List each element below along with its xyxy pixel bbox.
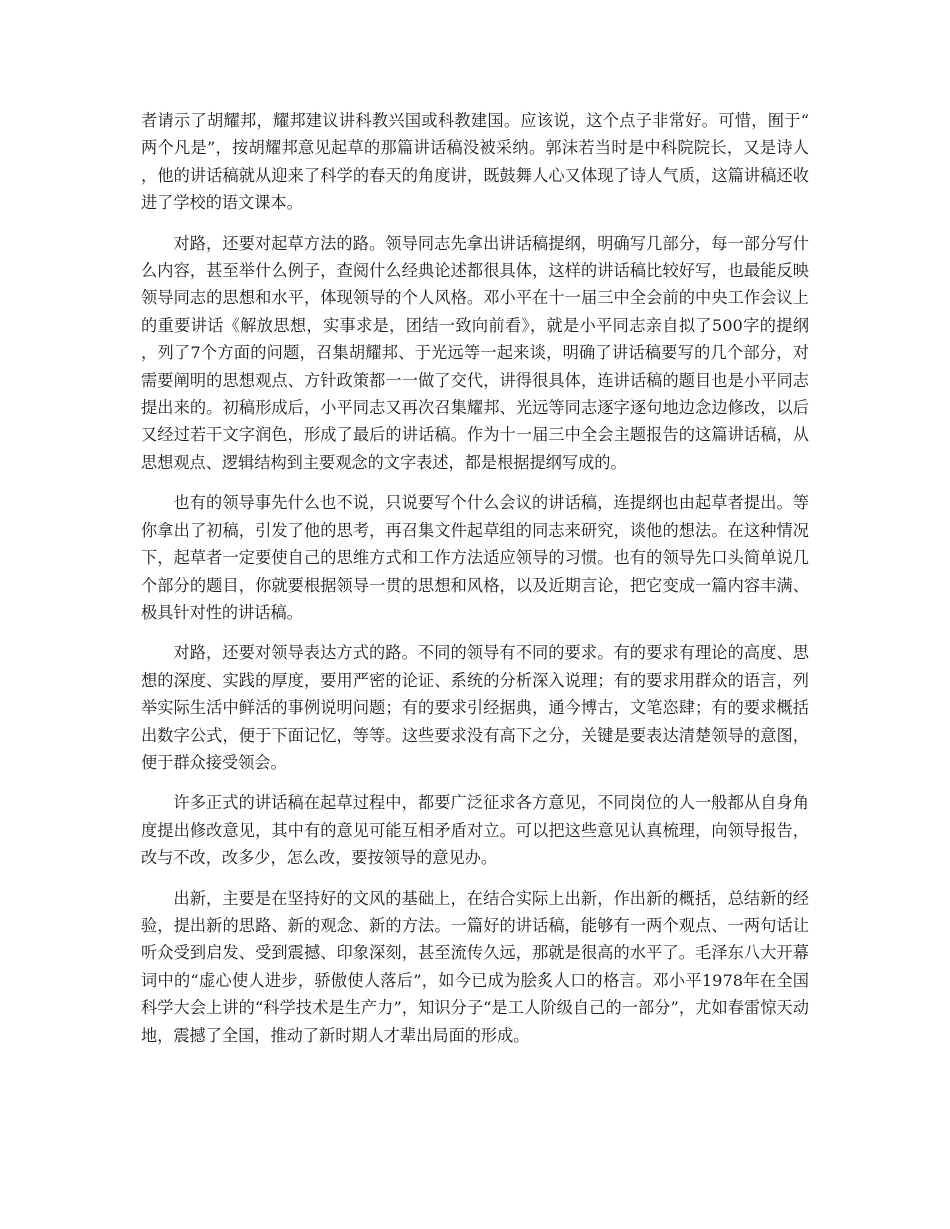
paragraph-3: 也有的领导事先什么也不说，只说要写个什么会议的讲话稿，连提纲也由起草者提出。等你拿出了初稿，引发了他的思考，再召集文件起草组的同志来研究，谈他的想法。在这种情况下，起草者一定要使自己的思维方式和工作方法适应领导的习惯。也有的领导先口头简单说几个部分的题目，你就要根据领导一贯的思想和风格，以及近期言论，把它变成一篇内容丰满、极具针对性的讲话稿。 xyxy=(141,493,809,622)
paragraph-1: 者请示了胡耀邦，耀邦建议讲科教兴国或科教建国。应该说，这个点子非常好。可惜，囿于“两个凡是”，按胡耀邦意见起草的那篇讲话稿没被采纳。郭沫若当时是中科院院长，又是诗人，他的讲话稿就从迎来了科学的春天的角度讲，既鼓舞人心又体现了诗人气质，这篇讲稿还收进了学校的语文课本。 xyxy=(141,111,809,213)
paragraph-6: 出新，主要是在坚持好的文风的基础上，在结合实际上出新，作出新的概括，总结新的经验，提出新的思路、新的观念、新的方法。一篇好的讲话稿，能够有一两个观点、一两句话让听众受到启发、受到震撼、印象深刻，甚至流传久远，那就是很高的水平了。毛泽东八大开幕词中的“虚心使人进步，骄傲使人落后”，如今已成为脍炙人口的格言。邓小平1978年在全国科学大会上讲的“科学技术是生产力”，知识分子“是工人阶级自己的一部分”，尤如春雷惊天动地，震撼了全国，推动了新时期人才辈出局面的形成。 xyxy=(141,888,809,1045)
paragraph-4: 对路，还要对领导表达方式的路。不同的领导有不同的要求。有的要求有理论的高度、思想的深度、实践的厚度，要用严密的论证、系统的分析深入说理；有的要求用群众的语言，列举实际生活中鲜活的事例说明问题；有的要求引经据典，通今博古，文笔恣肆；有的要求概括出数字公式，便于下面记忆，等等。这些要求没有高下之分，关键是要表达清楚领导的意图，便于群众接受领会。 xyxy=(141,643,809,772)
paragraph-5: 许多正式的讲话稿在起草过程中，都要广泛征求各方意见，不同岗位的人一般都从自身角度提出修改意见，其中有的意见可能互相矛盾对立。可以把这些意见认真梳理，向领导报告，改与不改，改多少，怎么改，要按领导的意见办。 xyxy=(141,793,809,868)
paragraph-2: 对路，还要对起草方法的路。领导同志先拿出讲话稿提纲，明确写几部分，每一部分写什么内容，甚至举什么例子，查阅什么经典论述都很具体，这样的讲话稿比较好写，也最能反映领导同志的思想和水平，体现领导的个人风格。邓小平在十一届三中全会前的中央工作会议上的重要讲话《解放思想，实事求是，团结一致向前看》，就是小平同志亲自拟了500字的提纲，列了7个方面的问题，召集胡耀邦、于光远等一起来谈，明确了讲话稿要写的几个部分，对需要阐明的思想观点、方针政策都一一做了交代，讲得很具体，连讲话稿的题目也是小平同志提出来的。初稿形成后，小平同志又再次召集耀邦、光远等同志逐字逐句地边念边修改，以后又经过若干文字润色，形成了最后的讲话稿。作为十一届三中全会主题报告的这篇讲话稿，从思想观点、逻辑结构到主要观念的文字表述，都是根据提纲写成的。 xyxy=(141,233,809,472)
document-page xyxy=(141,107,809,1062)
